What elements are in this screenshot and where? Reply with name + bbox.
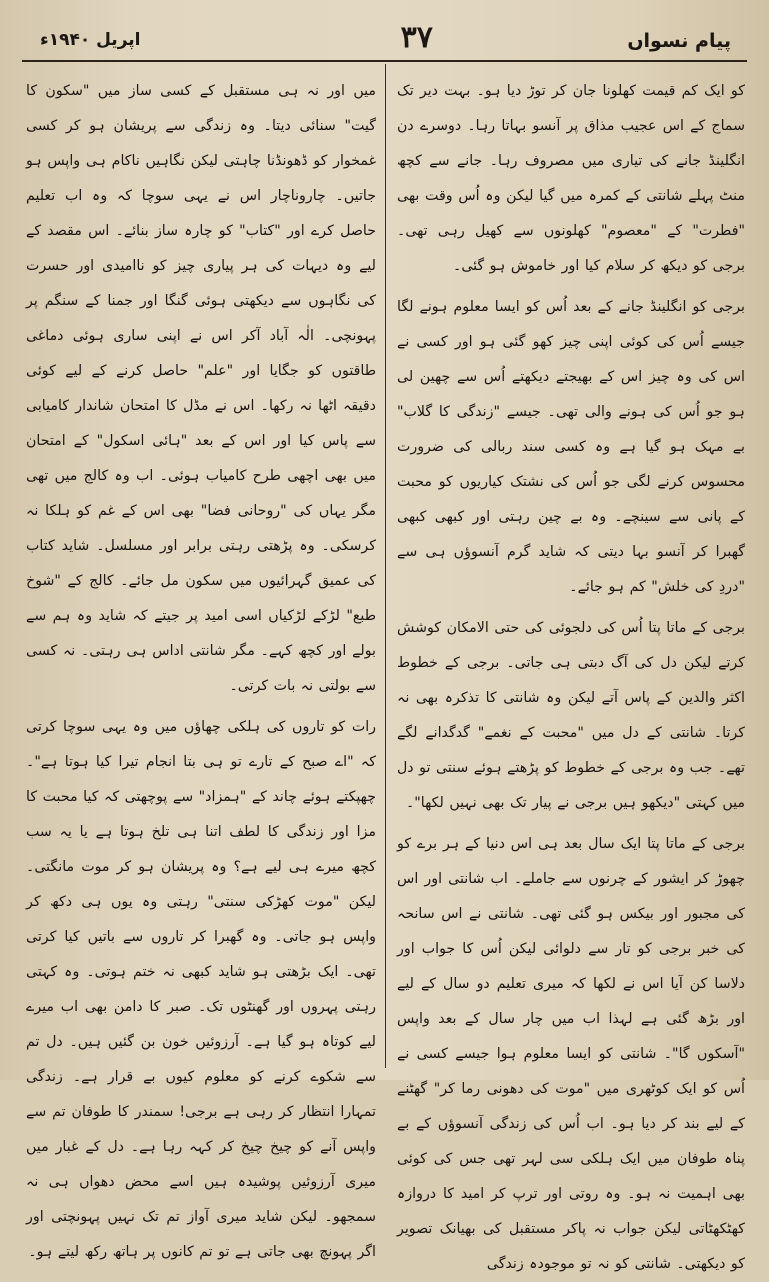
right-column [397,74,745,1272]
right-paragraph-4: برجی کے ماتا پتا ایک سال بعد ہی اس دنیا کے ہر برے کو چھوڑ کر ایشور کے چرنوں سے جاملے۔ اب شانتی اور اس کی مجبور اور بیکس ہو گئی تھی۔ شانتی نے اس سانحہ کی خبر برجی کو تار سے دلوائی لیکن اُس کا جواب اور دلاسا کن آیا اس نے لکھا کہ میری تعلیم دو سال کے لیے اور بڑھ گئی ہے لہذا اب میں چار سال کے بعد واپس "آسکوں گا"۔ شانتی کو ایسا معلوم ہوا جیسے کسی نے اُس کو ایک کوٹھری میں "موت کی دھونی رما کر" گھٹنے کے لیے بند کر دیا ہو۔ اب اُس کی زندگی آنسوؤں کے بے پناہ طوفان میں ایک ہلکی سی لہر تھی جس کی کوئی بھی اہمیت نہ ہو۔ وہ روتی اور ترپ کر امید کا دروازہ کھٹکھٹاتی لیکن جواب نہ پاکر مستقبل کی بھیانک تصویر کو دیکھتی۔ شانتی کو نہ تو موجودہ زندگی [397,836,745,1272]
column-divider [385,64,386,1068]
left-paragraph-1: میں اور نہ ہی مستقبل کے کسی ساز میں "سکون کا گیت" سنائی دیتا۔ وہ زندگی سے پریشان ہو کر کسی غمخوار کو ڈھونڈنا چاہتی لیکن نگاہیں ناکام ہی واپس ہو جاتیں۔ چاروناچار اس نے یہی سوچا کہ وہ اب تعلیم حاصل کرے اور "کتاب" کو چارہ ساز بنائے۔ اس مقصد کے لیے وہ دیہات کی ہر پیاری چیز کو ناامیدی اور حسرت کی نگاہوں سے دیکھتی ہوئی گنگا اور جمنا کے سنگم پر پہونچی۔ الٰہ آباد آکر اس نے اپنی ساری ہوئی دماغی طاقتوں کو جگایا اور "علم" حاصل کرنے کے لیے کوئی دقیقہ اٹھا نہ رکھا۔ اس نے مڈل کا امتحان شاندار کامیابی سے پاس کیا اور اس کے بعد "ہائی اسکول" کے امتحان میں بھی اچھی طرح کامیاب ہوئی۔ اب وہ کالج میں تھی مگر یہاں کی "روحانی فضا" بھی اس کے غم کو ہلکا نہ کرسکی۔ وہ پڑھتی رہتی برابر اور مسلسل۔ شاید کتاب کی عمیق گہرائیوں میں سکون مل جائے۔ کالج کے "شوخ طبع" لڑکے لڑکیاں اسی امید پر جیتے کہ شاید وہ ہم سے بولے اور کچھ کہے۔ مگر شانتی اداس ہی رہتی۔ نہ کسی سے بولتی نہ بات کرتی۔ [26,83,376,694]
left-paragraph-2: رات کو تاروں کی ہلکی چھاؤں میں وہ یہی سوچا کرتی کہ "اے صبح کے تارے تو ہی بتا انجام تیرا کیا ہوتا ہے"۔ چھپکتے ہوئے چاند کے "ہمزاد" سے پوچھتی کہ کیا محبت کا مزا اور زندگی کا لطف اتنا ہی تلخ ہوتا ہے یا یہ سب کچھ میرے ہی لیے ہے؟ وہ پریشان ہو کر موت مانگتی۔ لیکن "موت کھڑکی سنتی" رہتی وہ یوں ہی دکھ کر واپس ہو جاتی۔ وہ گھبرا کر تاروں سے باتیں کیا کرتی تھی۔ ایک بڑھتی ہو شاید کبھی نہ ختم ہوتی۔ وہ کہتی رہتی پہروں اور گھنٹوں تک۔ صبر کا دامن بھی اب میرے لیے کوتاہ ہو گیا ہے۔ آرزوئیں خون بن گئیں ہیں۔ دل تم سے شکوے کرنے کو معلوم کیوں بے قرار ہے۔ زندگی تمہارا انتظار کر رہی ہے برجی! سمندر کا طوفان تم سے واپس آنے کو چیخ چیخ کر کہہ رہا ہے۔ دل کے غبار میں میری آرزوئیں پوشیدہ ہیں اسے محض دھواں ہی نہ سمجھو۔ لیکن شاید میری آواز تم تک نہیں پہونچتی اور اگر پہونچ بھی جاتی ہے تو تم کانوں پر ہاتھ رکھ لیتے ہو۔ [26,719,376,1260]
issue-date: اپریل ۱۹۴۰ء [40,30,141,50]
left-column [26,74,376,1260]
page-header [22,14,747,62]
right-paragraph-3: برجی کے ماتا پتا اُس کی دلجوئی کی حتی الامکان کوشش کرتے لیکن دل کی آگ دبتی ہی جاتی۔ برجی کے خطوط اکثر والدین کے پاس آتے لیکن وہ شانتی کا تذکرہ بھی نہ کرتا۔ شانتی کے دل میں "محبت کے نغمے" گدگدانے لگے تھے۔ جب وہ برجی کے خطوط کو پڑھتے ہوئے سنتی تو دل میں کہتی "دیکھو ہیں برجی نے پیار تک بھی نہیں لکھا"۔ [397,620,745,811]
magazine-title: پیام نسواں [627,30,731,52]
right-paragraph-2: برجی کو انگلینڈ جانے کے بعد اُس کو ایسا معلوم ہونے لگا جیسے اُس کی کوئی اپنی چیز کھو گئی ہو اور کسی نے اس کی وہ چیز اس کے بھیجتے دیکھتے اُس سے چھین لی ہو جو اُس کی ہونے والی تھی۔ جیسے "زندگی کا گلاب" بے مہک ہو گیا ہے وہ کسی سند ربالی کی ضرورت محسوس کرنے لگی جو اُس کی نشتک کیاریوں کو محبت کے پانی سے سینچے۔ وہ بے چین رہتی اور کبھی کبھی گھبرا کر آنسو بہا دیتی کہ شاید گرم آنسوؤں ہی سے "دردِ کی خلش" کم ہو جائے۔ [397,299,745,595]
page-number: ۳۷ [400,20,433,55]
right-paragraph-1: کو ایک کم قیمت کھلونا جان کر توڑ دیا ہو۔ بہت دیر تک سماج کے اس عجیب مذاق پر آنسو بہاتا رہا۔ دوسرے دن انگلینڈ جانے کی تیاری میں مصروف رہا۔ جانے سے کچھ منٹ پہلے شانتی کے کمرہ میں گیا لیکن وہ اُس وقت بھی "فطرت" کے "معصوم" کھلونوں سے کھیل رہی تھی۔ برجی کو دیکھ کر سلام کیا اور خاموش ہو گئی۔ [397,83,745,274]
